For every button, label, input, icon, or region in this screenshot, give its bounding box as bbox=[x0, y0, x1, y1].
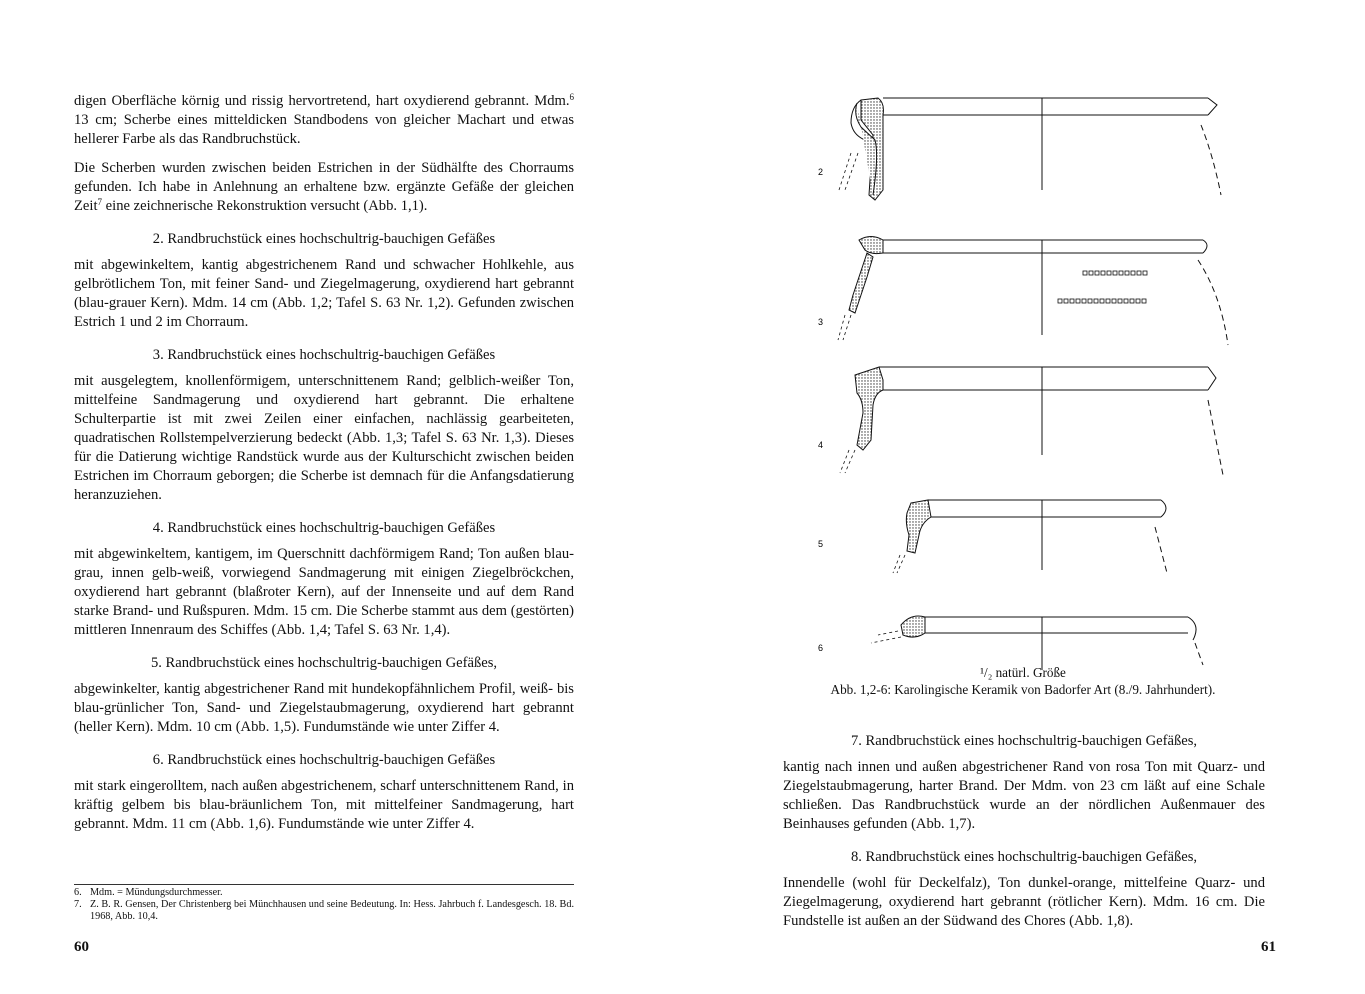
footnote-ref-6[interactable]: 6 bbox=[569, 92, 574, 102]
right-text-column bbox=[783, 718, 1265, 941]
profile-3 bbox=[838, 237, 1228, 346]
footnote-7 bbox=[74, 899, 574, 923]
footnote-6 bbox=[74, 887, 574, 899]
figure-caption: Abb. 1,2-6: Karolingische Keramik von Badorfer Art (8./9. Jahrhundert). bbox=[830, 682, 1216, 697]
right-page bbox=[683, 0, 1365, 994]
intro-text-a: digen Oberfläche körnig und rissig hervortretend, hart oxydierend gebrannt. Mdm. bbox=[74, 93, 570, 109]
footnotes bbox=[74, 884, 574, 923]
figure-label-5: 5 bbox=[818, 539, 824, 549]
left-text-column bbox=[74, 92, 574, 844]
page-number-right: 61 bbox=[1261, 939, 1276, 955]
intro-text-b: 13 cm; Scherbe eines mitteldicken Standbodens von gleicher Machart und etwas hellerer Farbe als das Randbruchstück. bbox=[74, 112, 574, 147]
section-heading-3: 3. Randbruchstück eines hochschultrig-bauchigen Gefäßes bbox=[152, 347, 496, 363]
section-heading-8: 8. Randbruchstück eines hochschultrig-bauchigen Gefäßes, bbox=[850, 849, 1198, 865]
footnote-number: 6. bbox=[74, 887, 82, 898]
footnote-ref-7[interactable]: 7 bbox=[97, 197, 103, 207]
footnote-number: 7. bbox=[74, 899, 82, 910]
section-text-8: Innendelle (wohl für Deckelfalz), Ton dunkel-orange, mittelfeine Quarz- und Ziegelmagerung, oxydierend hart gebrannt (rötlicher Kern). Mdm. 16 cm. Die Fundstelle ist außen an der Südwand des Chores (Abb. 1,8). bbox=[783, 875, 1265, 929]
intro-paragraph bbox=[74, 92, 574, 149]
section-heading-6: 6. Randbruchstück eines hochschultrig-bauchigen Gefäßes bbox=[152, 752, 496, 768]
profile-6 bbox=[871, 616, 1203, 670]
profile-5 bbox=[893, 500, 1167, 573]
footnote-text: Z. B. R. Gensen, Der Christenberg bei Münchhausen und seine Bedeutung. In: Hess. Jahrbuch f. Landesgesch. 18. Bd. 1968, Abb. 10,4. bbox=[90, 899, 574, 922]
figure-label-2: 2 bbox=[818, 167, 824, 177]
section-heading-2: 2. Randbruchstück eines hochschultrig-bauchigen Gefäßes bbox=[152, 231, 496, 247]
find-text-b: eine zeichnerische Rekonstruktion versucht (Abb. 1,1). bbox=[102, 198, 428, 214]
pottery-profiles-drawing bbox=[783, 95, 1253, 675]
figure-label-4: 4 bbox=[818, 440, 824, 450]
find-text-a: Die Scherben wurden zwischen beiden Estrichen in der Südhälfte des Chorraums gefunden. Ich habe in Anlehnung an erhaltene bzw. ergänzte Gefäße der gleichen Zeit bbox=[74, 160, 574, 214]
scale-note: ¹/₂ natürl. Größe bbox=[980, 665, 1066, 680]
section-heading-5: 5. Randbruchstück eines hochschultrig-bauchigen Gefäßes, bbox=[150, 655, 498, 671]
profile-2 bbox=[839, 98, 1221, 200]
left-page bbox=[0, 0, 682, 994]
section-heading-7: 7. Randbruchstück eines hochschultrig-bauchigen Gefäßes, bbox=[850, 733, 1198, 749]
figure-label-3: 3 bbox=[818, 317, 824, 327]
page-number-left: 60 bbox=[74, 939, 89, 955]
profile-4 bbox=[840, 367, 1223, 475]
section-text-6: mit stark eingerolltem, nach außen abgestrichenem, scharf unterschnittenem Rand, in kräftig gelbem bis blau-bräunlichem Ton, mit mittelfeiner Sandmagerung, hart gebrannt. Mdm. 11 cm (Abb. 1,6). Fundumstände wie unter Ziffer 4. bbox=[74, 778, 574, 832]
figure-caption-block bbox=[773, 664, 1273, 698]
section-text-2: mit abgewinkeltem, kantig abgestrichenem Rand und schwacher Hohlkehle, aus gelbrötlichem Ton, mit feiner Sand- und Ziegelmagerung, oxydierend hart gebrannt (blau-grauer Kern). Mdm. 14 cm (Abb. 1,2; Tafel S. 63 Nr. 1,2). Gefunden zwischen Estrich 1 und 2 im Chorraum. bbox=[74, 257, 574, 330]
section-text-7: kantig nach innen und außen abgestrichener Rand von rosa Ton mit Quarz- und Ziegelstaubmagerung, harter Brand. Der Mdm. von 23 cm läßt auf eine Schale schließen. Das Randbruchstück wurde an der nördlichen Außenmauer des Beinhauses gefunden (Abb. 1,7). bbox=[783, 759, 1265, 832]
footnote-text: Mdm. = Mündungsdurchmesser. bbox=[90, 887, 223, 898]
find-location-paragraph bbox=[74, 159, 574, 216]
section-text-5: abgewinkelter, kantig abgestrichener Rand mit hundekopfähnlichem Profil, weiß- bis blau-grünlicher Ton, Sand- und Ziegelstaubmagerung, oxydierend hart gebrannt (heller Kern). Mdm. 10 cm (Abb. 1,5). Fundumstände wie unter Ziffer 4. bbox=[74, 681, 574, 735]
section-heading-4: 4. Randbruchstück eines hochschultrig-bauchigen Gefäßes bbox=[152, 520, 496, 536]
pottery-figure bbox=[783, 95, 1253, 675]
figure-label-6: 6 bbox=[818, 643, 824, 653]
section-text-3: mit ausgelegtem, knollenförmigem, unterschnittenem Rand; gelblich-weißer Ton, mittelfeine Sandmagerung und oxydierend hart gebrannt. Die erhaltene Schulterpartie ist mit zwei Zeilen einer einfachen, nachlässig gearbeiteten, quadratischen Rollstempelverzierung bedeckt (Abb. 1,3; Tafel S. 63 Nr. 1,3). Dieses für die Datierung wichtige Randstück wurde aus der Kulturschicht zwischen beiden Estrichen im Chorraum geborgen; die Scherbe ist demnach für die Anfangsdatierung heranzuziehen. bbox=[74, 373, 574, 503]
section-text-4: mit abgewinkeltem, kantigem, im Querschnitt dachförmigem Rand; Ton außen blau-grau, innen gelb-weiß, vorwiegend Sandmagerung mit einigen Ziegelbröckchen, oxydierend hart gebrannt (blaßroter Kern), auf der Innenseite und auf dem Rand starke Brand- und Rußspuren. Mdm. 15 cm. Die Scherbe stammt aus dem (gestörten) mittleren Innenraum des Schiffes (Abb. 1,4; Tafel S. 63 Nr. 1,4). bbox=[74, 546, 574, 638]
